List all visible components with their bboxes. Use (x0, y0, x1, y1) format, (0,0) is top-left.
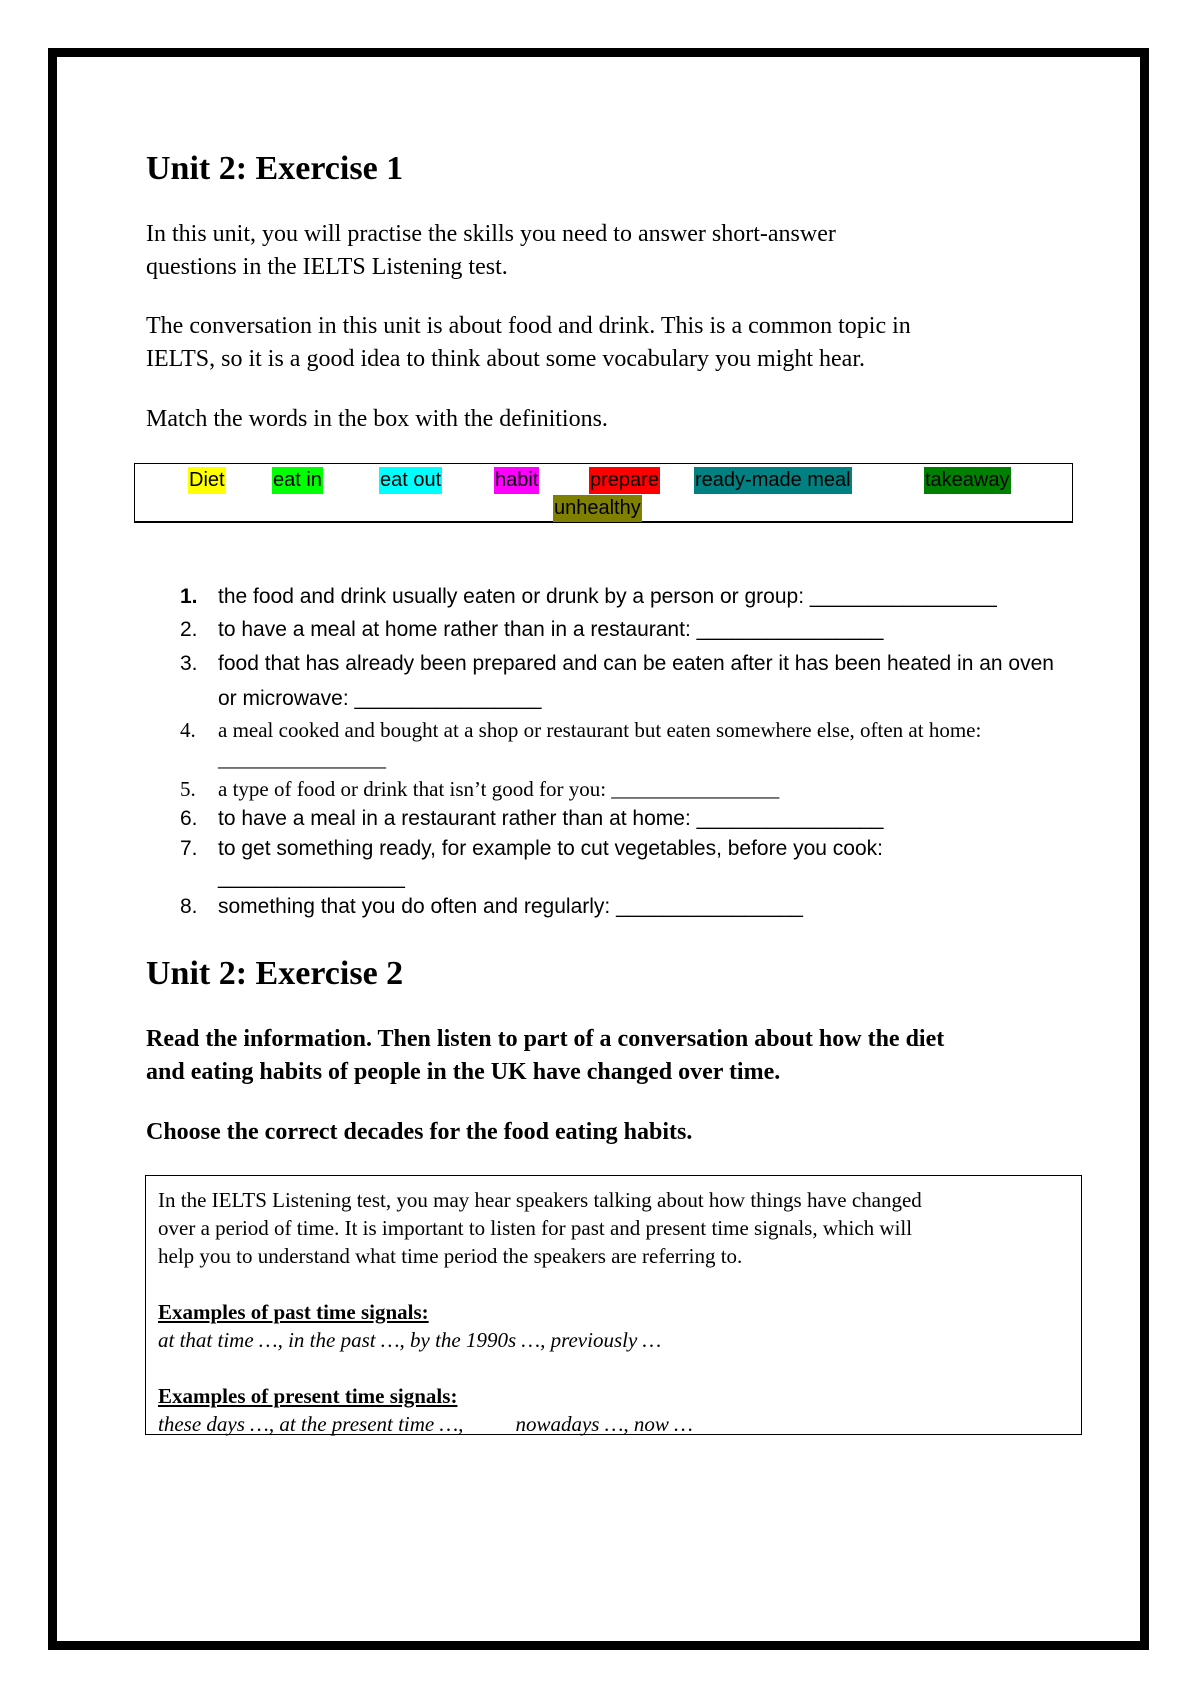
definition-number: 7. (180, 837, 198, 860)
present-examples-part-a: these days …, at the present time …, (158, 1412, 464, 1436)
definition-text: to have a meal in a restaurant rather than at home: ________________ (218, 807, 884, 830)
tip-box (145, 1175, 1082, 1435)
definition-item (170, 716, 1070, 774)
exercise1-intro (146, 218, 1076, 284)
present-examples-part-b: nowadays …, now … (515, 1412, 693, 1436)
word-ready-made-meal: ready-made meal (694, 467, 852, 494)
read-line-1: Read the information. Then listen to part of a conversation about how the diet (146, 1026, 945, 1052)
exercise1-topic (146, 310, 1076, 376)
exercise2-title: Unit 2: Exercise 2 (146, 955, 404, 992)
word-eat-in: eat in (272, 467, 323, 494)
definition-text: something that you do often and regularly: ________________ (218, 895, 803, 918)
definition-item (170, 892, 1070, 922)
definition-number: 2. (180, 618, 198, 641)
tip-line-3: help you to understand what time period the speakers are referring to. (158, 1244, 743, 1268)
definition-item (170, 613, 1070, 646)
definition-number: 5. (180, 777, 196, 801)
definition-text: a meal cooked and bought at a shop or restaurant but eaten somewhere else, often at home: ________________ (218, 718, 982, 771)
intro-line-1: In this unit, you will practise the skills you need to answer short-answer (146, 221, 836, 247)
definition-number: 6. (180, 807, 198, 830)
intro-line-2: questions in the IELTS Listening test. (146, 254, 508, 280)
word-unhealthy: unhealthy (553, 495, 642, 522)
word-prepare: prepare (589, 467, 660, 494)
exercise2-read (146, 1023, 1076, 1089)
definition-number: 1. (180, 585, 198, 608)
present-signals-heading: Examples of present time signals: (158, 1384, 458, 1408)
definition-text: food that has already been prepared and can be eaten after it has been heated in an oven or microwave: ________________ (218, 652, 1054, 710)
definition-item (170, 834, 1070, 892)
word-box (134, 463, 1073, 523)
definition-item (170, 774, 1070, 804)
word-eat-out: eat out (379, 467, 442, 494)
exercise1-title: Unit 2: Exercise 1 (146, 150, 404, 187)
topic-line-2: IELTS, so it is a good idea to think about some vocabulary you might hear. (146, 346, 866, 372)
past-signals-examples: at that time …, in the past …, by the 1990s …, previously … (158, 1328, 662, 1352)
present-signals-examples (158, 1410, 1069, 1438)
definition-text: to get something ready, for example to cut vegetables, before you cook: ________________ (218, 837, 883, 889)
definition-number: 4. (180, 718, 196, 742)
definition-item (170, 804, 1070, 834)
definition-text: a type of food or drink that isn’t good for you: ________________ (218, 777, 780, 801)
tip-line-2: over a period of time. It is important to listen for past and present time signals, which will (158, 1216, 913, 1240)
definition-number: 3. (180, 652, 198, 675)
definitions-list (170, 580, 1070, 922)
definition-item (170, 646, 1070, 716)
word-habit: habit (494, 467, 539, 494)
read-line-2: and eating habits of people in the UK have changed over time. (146, 1059, 781, 1085)
word-diet: Diet (188, 467, 226, 494)
past-signals-heading: Examples of past time signals: (158, 1300, 429, 1324)
exercise1-instruction: Match the words in the box with the definitions. (146, 406, 608, 432)
tip-line-1: In the IELTS Listening test, you may hear speakers talking about how things have changed (158, 1188, 922, 1212)
definition-item (170, 580, 1070, 613)
topic-line-1: The conversation in this unit is about food and drink. This is a common topic in (146, 313, 911, 339)
definition-number: 8. (180, 895, 198, 918)
word-takeaway: takeaway (924, 467, 1011, 494)
definition-text: to have a meal at home rather than in a restaurant: ________________ (218, 618, 884, 641)
exercise2-instruction: Choose the correct decades for the food eating habits. (146, 1119, 693, 1145)
definition-text: the food and drink usually eaten or drunk by a person or group: ________________ (218, 585, 997, 608)
